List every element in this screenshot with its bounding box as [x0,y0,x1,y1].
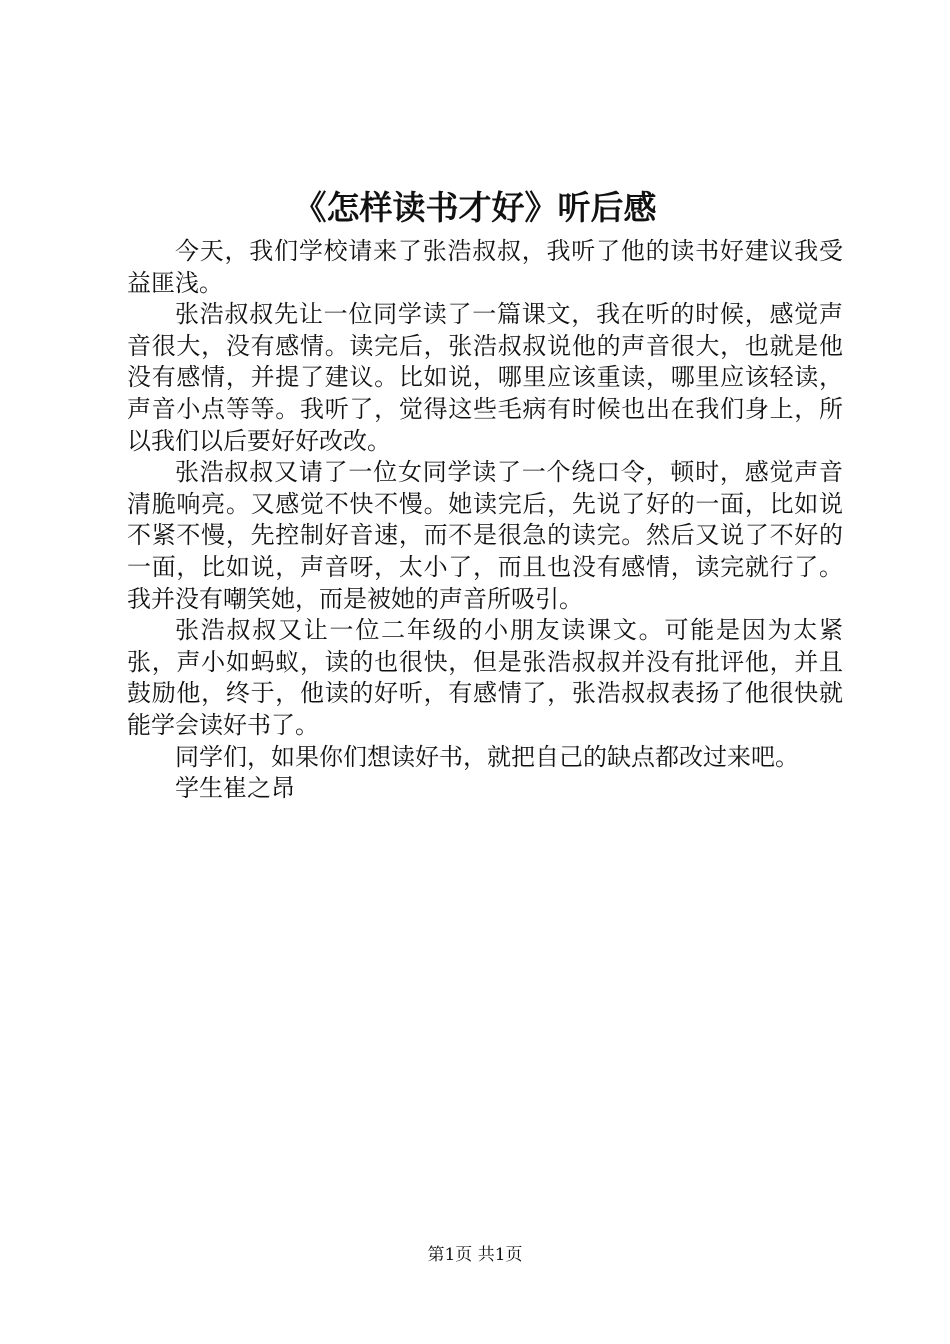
page-number-footer: 第1页 共1页 [427,1245,523,1265]
document-body [127,236,843,805]
paragraph-first-reader: 张浩叔叔先让一位同学读了一篇课文，我在听的时候，感觉声音很大，没有感情。读完后，张浩叔叔说他的声音很大，也就是他没有感情，并提了建议。比如说，哪里应该重读，哪里应该轻读，声音小点等等。我听了，觉得这些毛病有时候也出在我们身上，所以我们以后要好好改改。 [127,300,843,455]
document-title: 《怎样读书才好》听后感 [293,188,657,227]
paragraph-tongue-twister: 张浩叔叔又请了一位女同学读了一个绕口令，顿时，感觉声音清脆响亮。又感觉不快不慢。她读完后，先说了好的一面，比如说不紧不慢，先控制好音速，而不是很急的读完。然后又说了不好的一面，比如说，声音呀，太小了，而且也没有感情，读完就行了。我并没有嘲笑她，而是被她的声音所吸引。 [127,458,843,613]
paragraph-conclusion: 同学们，如果你们想读好书，就把自己的缺点都改过来吧。 [175,742,799,771]
paragraph-second-grader: 张浩叔叔又让一位二年级的小朋友读课文。可能是因为太紧张，声小如蚂蚁，读的也很快，但是张浩叔叔并没有批评他，并且鼓励他，终于，他读的好听，有感情了，张浩叔叔表扬了他很快就能学会读好书了。 [127,616,843,739]
paragraph-intro: 今天，我们学校请来了张浩叔叔，我听了他的读书好建议我受益匪浅。 [127,237,843,297]
author-signature: 学生崔之昂 [175,774,295,803]
